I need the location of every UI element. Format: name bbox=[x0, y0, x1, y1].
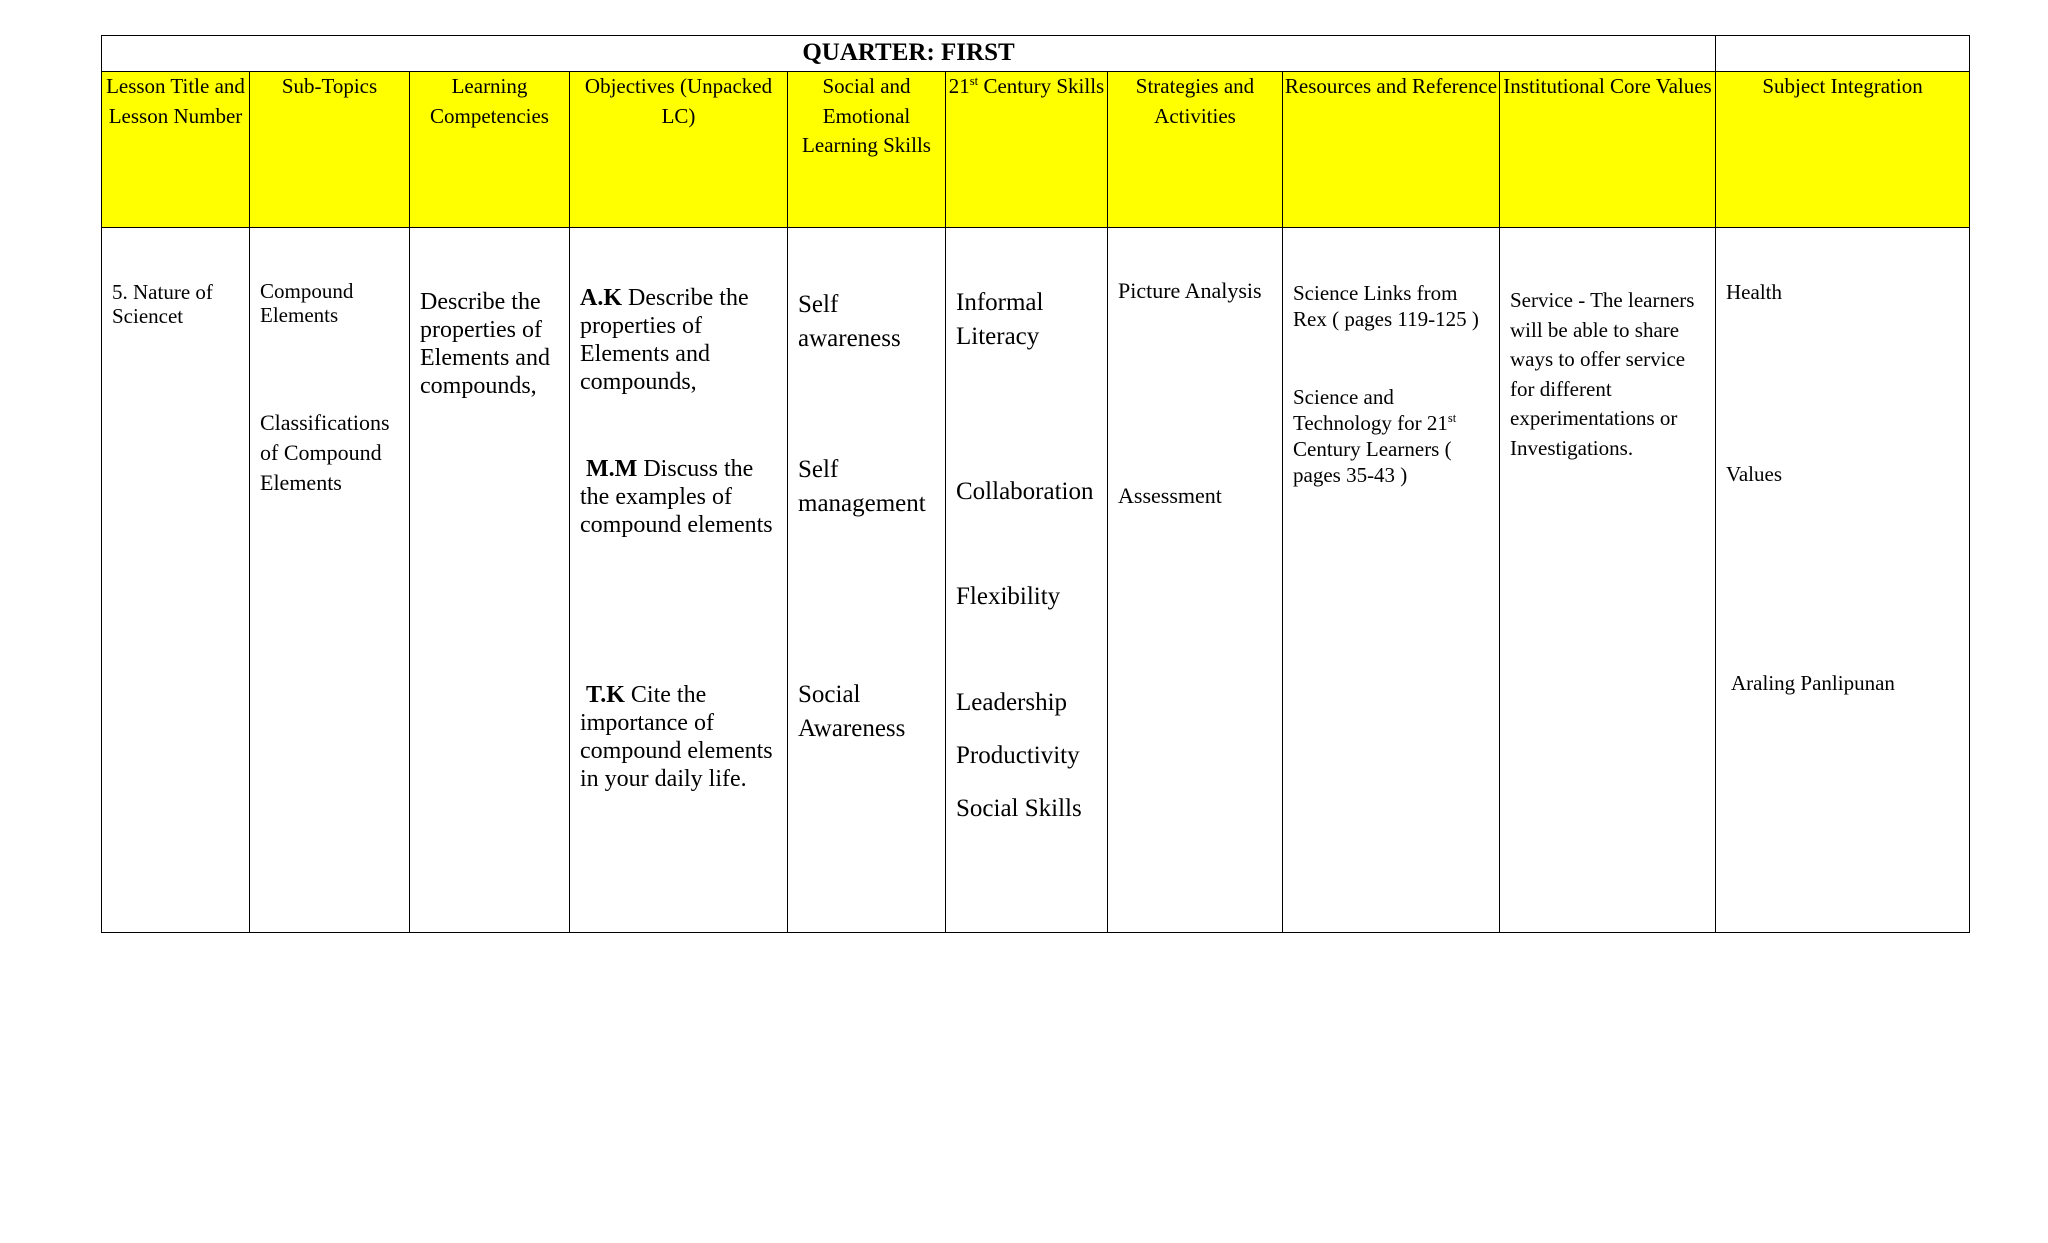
century-skill-6: Social Skills bbox=[956, 795, 1082, 822]
sel-skill-1: Self awareness bbox=[798, 291, 901, 352]
quarter-empty-cell bbox=[1716, 36, 1970, 72]
century-skill-4: Leadership bbox=[956, 689, 1068, 716]
quarter-row bbox=[102, 36, 1970, 72]
lesson-title-text: 5. Nature of Sciencet bbox=[112, 280, 213, 328]
header-strategies: Strategies and Activities bbox=[1108, 72, 1283, 228]
century-skill-5: Productivity bbox=[956, 742, 1080, 769]
resource-2-prefix: Science and Technology for 21 bbox=[1293, 385, 1448, 435]
cell-core-values bbox=[1500, 228, 1716, 933]
objective-mm-text: Discuss the the examples of compound elements bbox=[580, 456, 773, 538]
cell-lesson-title bbox=[102, 228, 250, 933]
objective-mm-code: M.M bbox=[586, 456, 638, 482]
header-row bbox=[102, 72, 1970, 228]
resource-1: Science Links from Rex ( pages 119-125 ) bbox=[1293, 281, 1479, 331]
lesson-plan-table bbox=[101, 35, 1970, 933]
sub-topic-2: Classifications of Compound Elements bbox=[260, 410, 390, 495]
subject-integration-2: Values bbox=[1726, 462, 1783, 486]
strategy-2: Assessment bbox=[1118, 483, 1222, 508]
core-values-text: Service - The learners will be able to share ways to offer service for different experimentations or Investigations. bbox=[1510, 288, 1695, 460]
cell-subject-integration bbox=[1716, 228, 1970, 933]
header-century-prefix: 21 bbox=[948, 74, 970, 98]
header-learning-competencies: Learning Competencies bbox=[410, 72, 570, 228]
resource-2-sup: st bbox=[1447, 411, 1457, 425]
header-subject-integration: Subject Integration bbox=[1716, 72, 1970, 228]
sel-skill-2: Self management bbox=[798, 456, 926, 517]
objective-tk bbox=[580, 681, 781, 793]
cell-learning-competency bbox=[410, 228, 570, 933]
objective-ak-text: Describe the properties of Elements and compounds, bbox=[580, 285, 749, 395]
objective-tk-code: T.K bbox=[586, 682, 625, 708]
cell-sel-skills bbox=[788, 228, 946, 933]
objective-ak bbox=[580, 284, 781, 396]
header-century-suffix: Century Skills bbox=[978, 74, 1105, 98]
strategy-1: Picture Analysis bbox=[1118, 278, 1262, 303]
cell-sub-topics bbox=[250, 228, 410, 933]
century-skill-3: Flexibility bbox=[956, 583, 1061, 610]
sub-topic-1: Compound Elements bbox=[260, 279, 354, 327]
header-core-values: Institutional Core Values bbox=[1500, 72, 1716, 228]
learning-competency-text: Describe the properties of Elements and compounds, bbox=[420, 289, 550, 399]
cell-century-skills bbox=[946, 228, 1108, 933]
header-century-sup: st bbox=[969, 74, 979, 88]
objective-tk-text: Cite the importance of compound elements in your daily life. bbox=[580, 682, 773, 792]
century-skill-2: Collaboration bbox=[956, 478, 1094, 505]
header-resources: Resources and Reference bbox=[1283, 72, 1500, 228]
resource-2-suffix: Century Learners ( pages 35-43 ) bbox=[1293, 437, 1452, 487]
header-objectives: Objectives (Unpacked LC) bbox=[570, 72, 788, 228]
quarter-title: QUARTER: FIRST bbox=[102, 36, 1716, 72]
content-row bbox=[102, 228, 1970, 933]
header-century-skills bbox=[946, 72, 1108, 228]
header-sub-topics: Sub-Topics bbox=[250, 72, 410, 228]
cell-strategies bbox=[1108, 228, 1283, 933]
century-skill-1: Informal Literacy bbox=[956, 289, 1044, 350]
cell-resources bbox=[1283, 228, 1500, 933]
objective-ak-code: A.K bbox=[580, 285, 622, 311]
sel-skill-3: Social Awareness bbox=[798, 681, 906, 742]
header-sel-skills: Social and Emotional Learning Skills bbox=[788, 72, 946, 228]
cell-objectives bbox=[570, 228, 788, 933]
subject-integration-1: Health bbox=[1726, 280, 1782, 304]
resource-2 bbox=[1293, 384, 1493, 488]
subject-integration-3: Araling Panlipunan bbox=[1731, 671, 1895, 695]
header-lesson-title: Lesson Title and Lesson Number bbox=[102, 72, 250, 228]
objective-mm bbox=[580, 455, 781, 539]
